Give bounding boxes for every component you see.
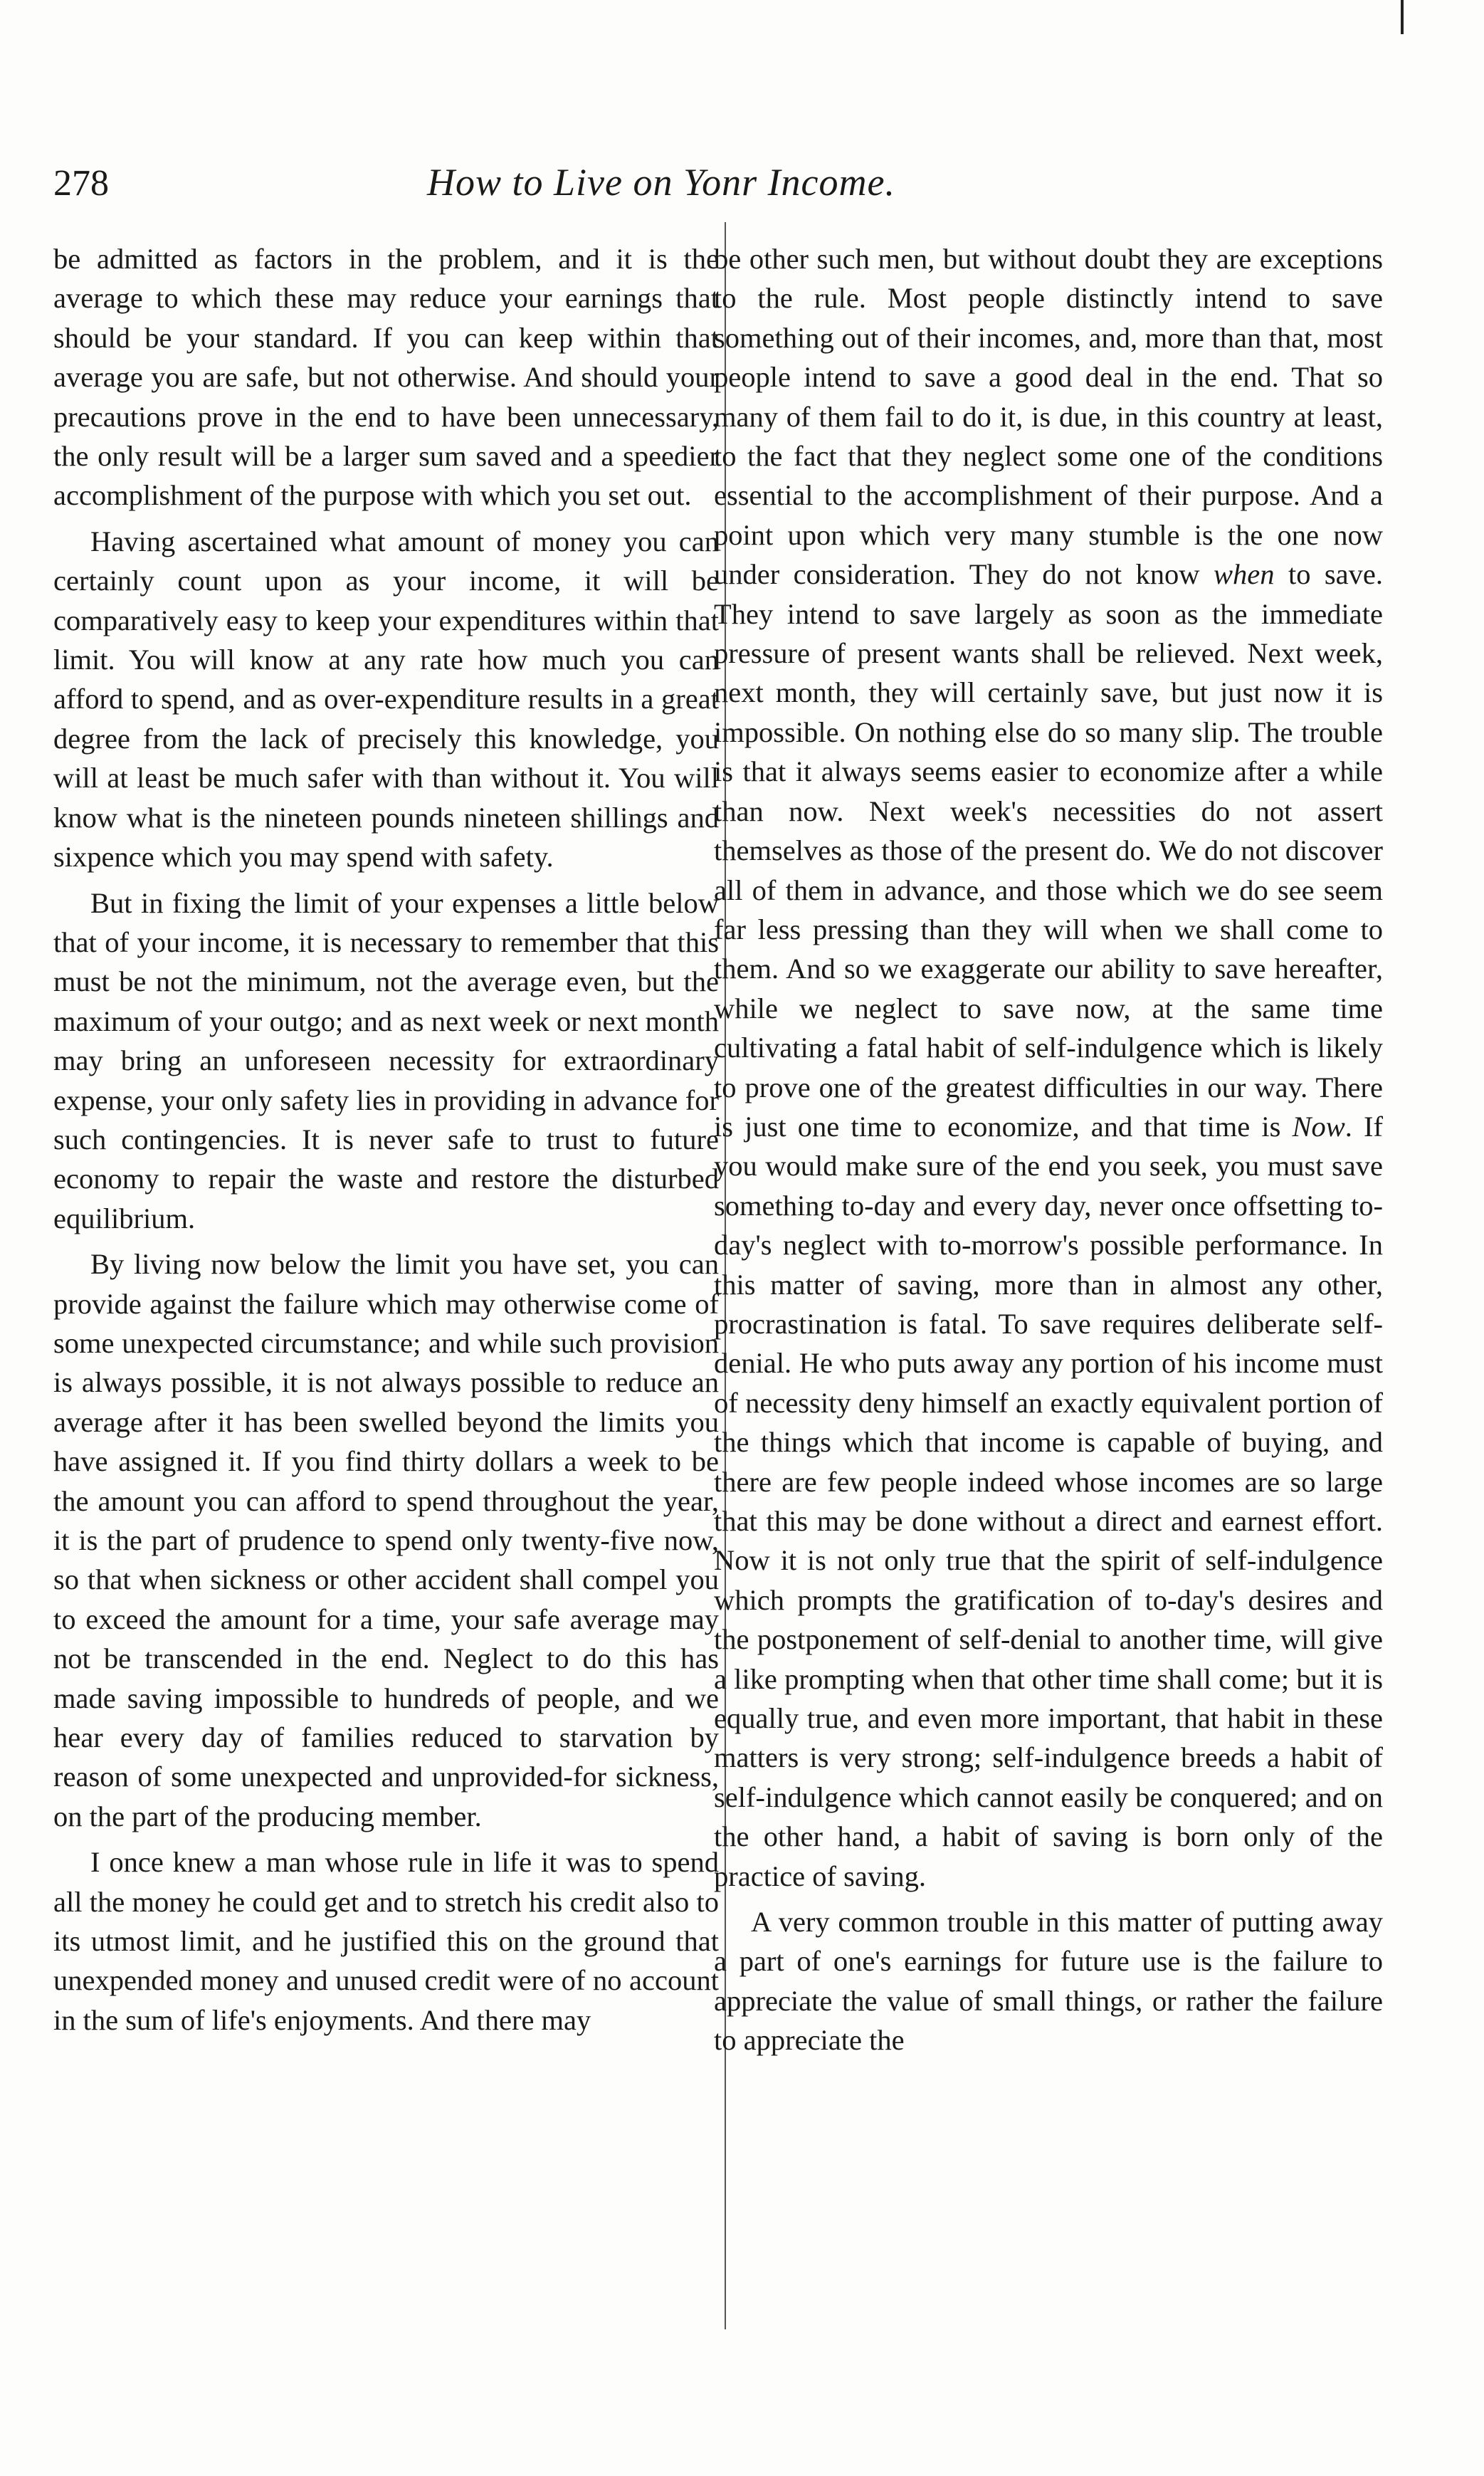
right-paragraph-1-part-c: . If you would make sure of the end you seek, you must save something to-day and every day, never once offsetting to-day's neglect with to-morrow's possible performance. In this matter of saving, more than in almost any other, procrastination is fatal. To save requires deliberate self-denial. He who puts away any portion of his income must of necessity deny himself an exactly equivalent portion of the things which that income is capable of buying, and there are few people indeed whose incomes are so large that this may be done without a direct and earnest effort. Now it is not only true that the spirit of self-indulgence which prompts the gratification of to-day's desires and the postponement of self-denial to another time, will give a like prompting when that other time shall come; but it is equally true, and even more important, that habit in these matters is very strong; self-indulgence breeds a habit of self-indulgence which cannot easily be conquered; and on the other hand, a habit of saving is born only of the practice of saving. [714, 1110, 1383, 1892]
running-head: How to Live on Yonr Income. [427, 161, 895, 204]
right-paragraph-2: A very common trouble in this matter of putting away a part of one's earnings for future use is the failure to appreciate the value of small things, or rather the failure to appreciate the [714, 1906, 1383, 2057]
left-paragraph-4: By living now below the limit you have set, you can provide against the failure which may otherwise come of some unexpected circumstance; and while such provision is always possible, it is not always possible to reduce an average after it has been swelled beyond the limits you have assigned it. If you find thirty dollars a week to be the amount you can afford to spend throughout the year, it is the part of prudence to spend only twenty-five now, so that when sickness or other accident shall compel you to exceed the amount for a time, your safe average may not be transcended in the end. Neglect to do this has made saving impossible to hundreds of people, and we hear every day of families reduced to starvation by reason of some unexpected and unprovided-for sickness, on the part of the producing member. [53, 1248, 719, 1832]
right-paragraph-1-part-b: to save. They intend to save largely as soon as the immediate pressure of present wants shall be relieved. Next week, next month, they will certainly save, but just now it is impossible. On nothing else do so many slip. The trouble is that it always seems easier to economize after a while than now. Next week's necessities do not assert themselves as those of the present do. We do not discover all of them in advance, and those which we do see seem far less pressing than they will when we shall come to them. And so we exaggerate our ability to save hereafter, while we neglect to save now, at the same time cultivating a fatal habit of self-indulgence which is likely to prove one of the greatest difficulties in our way. There is just one time to economize, and that time is [714, 558, 1383, 1143]
margin-mark [1401, 0, 1404, 34]
emphasis-now: Now [1292, 1110, 1345, 1143]
emphasis-when: when [1213, 558, 1275, 591]
left-paragraph-5: I once knew a man whose rule in life it was to spend all the money he could get and to stretch his credit also to its utmost limit, and he justified this on the ground that unexpended money and unused credit were of no account in the sum of life's enjoyments. And there may [53, 1846, 719, 2036]
left-paragraph-3: But in fixing the limit of your expenses a little below that of your income, it is necessary to remember that this must be not the minimum, not the average even, but the maximum of your outgo; and as next week or next month may bring an unforeseen necessity for extraordinary expense, your only safety lies in providing in advance for such contingencies. It is never safe to trust to future economy to repair the waste and restore the disturbed equilibrium. [53, 886, 719, 1234]
right-paragraph-1 [714, 239, 1383, 1896]
left-paragraph-2: Having ascertained what amount of money you can certainly count upon as your income, it will be comparatively easy to keep your expenditures within that limit. You will know at any rate how much you can afford to spend, and as over-expenditure results in a great degree from the lack of precisely this knowledge, you will at least be much safer with than without it. You will know what is the nineteen pounds nineteen shillings and sixpence which you may spend with safety. [53, 525, 719, 874]
left-paragraph-1: be admitted as factors in the problem, and it is the average to which these may reduce your earnings that should be your standard. If you can keep within that average you are safe, but not otherwise. And should your precautions prove in the end to have been unnecessary, the only result will be a larger sum saved and a speedier accomplishment of the purpose with which you set out. [53, 243, 719, 512]
page-number: 278 [53, 163, 109, 204]
left-column [53, 239, 719, 2046]
right-paragraph-1-part-a: be other such men, but without doubt they are exceptions to the rule. Most people distinctly intend to save something out of their incomes, and, more than that, most people intend to save a good deal in the end. That so many of them fail to do it, is due, in this country at least, to the fact that they neglect some one of the conditions essential to the accomplishment of their purpose. And a point upon which very many stumble is the one now under consideration. They do not know [714, 243, 1383, 591]
right-column [714, 239, 1383, 2067]
